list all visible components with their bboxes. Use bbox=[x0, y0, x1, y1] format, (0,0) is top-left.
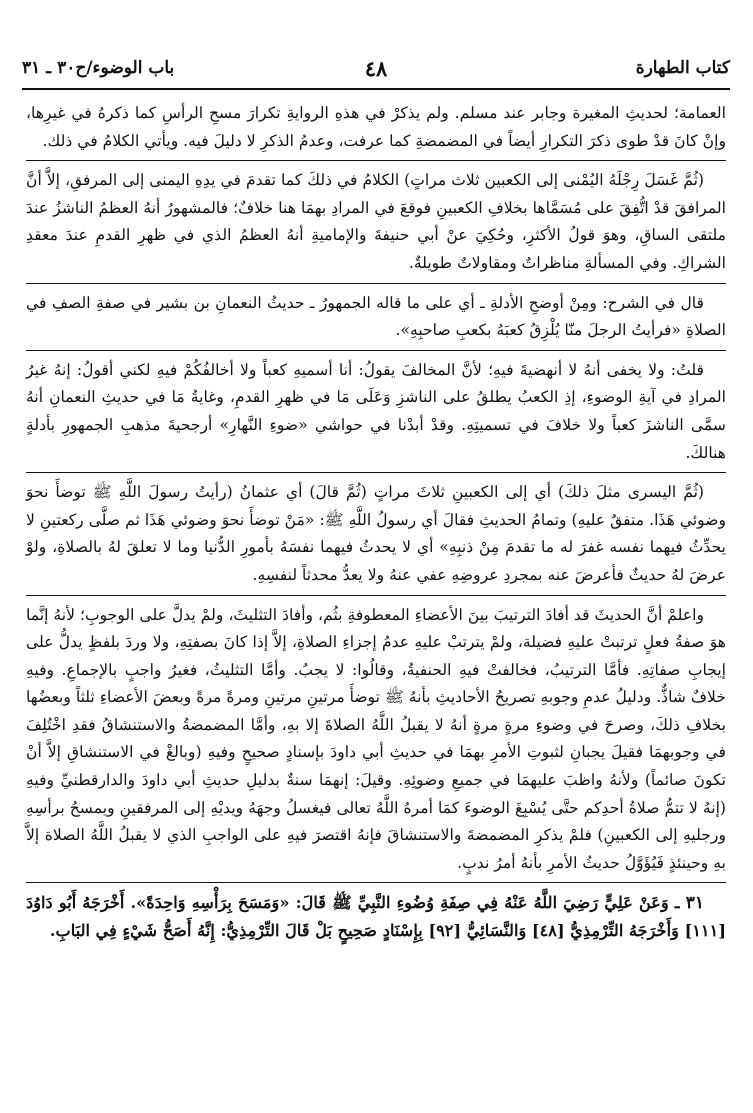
page-header bbox=[22, 56, 730, 86]
section-divider bbox=[26, 595, 726, 596]
header-rule bbox=[22, 88, 730, 90]
section-divider bbox=[26, 350, 726, 351]
hadith-31 bbox=[26, 889, 726, 945]
section-divider bbox=[26, 882, 726, 883]
hadith-number: ٣١ bbox=[685, 893, 704, 914]
paragraph-3: قال في الشرح: ومِنْ أوضحِ الأدلةِ ـ أي على ما قاله الجمهورُ ـ حديثُ النعمانِ بن بشير في صفةِ الصفِ في الصلاةِ «فرأيتُ الرجلَ منّا يُلْزِقُ كعبَهُ بكعبِ صاحبِهِ». bbox=[26, 293, 726, 340]
section-divider bbox=[26, 160, 726, 161]
page-body bbox=[26, 100, 726, 945]
paragraph-1: العمامة؛ لحديثِ المغيرة وجابر عند مسلم. ولم يذكرْ في هذهِ الروايةِ تكرارَ مسحِ الرأسِ كما ذكرهُ في غيرِها، وإنْ كانَ قدْ طوى ذكرَ التكرارِ أيضاً في المضمضةِ كما عرفت، وعدمُ الذكرِ لا دليلَ فيه. ويأتي الكلامُ في ذلك. bbox=[26, 104, 726, 150]
book-title: كتاب الطهارة bbox=[635, 58, 730, 78]
paragraph-2: (ثُمَّ غَسَلَ رِجْلَهُ اليُمْنى إلى الكعبين ثلاث مراتٍ) الكلامُ في ذلكَ كما تقدمَ في يدِهِ اليمنى إلى المرفقِ، إلاَّ أنَّ المرافقَ قدْ اتُّفِقَ على مُسَمَّاها بخلافِ الكعبينِ فوقعَ في المرادِ بهمَا هنا خلافٌ؛ فالمشهورُ أنهُ العظمُ الناشزُ عندَ ملتقى الساقِ، وهوَ قولُ الأكثرِ، وحُكِيَ عنْ أبي حنيفةَ والإماميةِ أنهُ العظمُ الذي في ظهرِ القدمِ عندَ معقدِ الشراكِ. وفي المسألةِ مناظراتٌ ومقاولاتٌ طويلةٌ. bbox=[26, 171, 726, 272]
hadith-text: ـ وَعَنْ عَلِيٍّ رَضِيَ اللَّهُ عَنْهُ فِي صِفَةِ وُضُوءِ النَّبِيِّ ﷺ قَالَ: «وَمَسَحَ بِرَأْسِهِ وَاحِدَةً». أَخْرَجَهُ أَبُو دَاوُدَ [١١١] وَأَخْرَجَهُ التِّرْمِذِيُّ [٤٨] وَالنَّسَائِيُّ [٩٢] بِإِسْنَادٍ صَحِيحٍ بَلْ قَالَ التِّرْمِذِيُّ: إِنَّهُ أَصَحُّ شَيْءٍ فِي البَابِ. bbox=[26, 893, 726, 941]
page-number: ٤٨ bbox=[364, 56, 388, 81]
paragraph-4: قلتُ: ولا يخفى أنهُ لا أنهضيةَ فيهِ؛ لأنَّ المخالفَ يقولُ: أنا أسميهِ كعباً ولا أخالفُكُمْ فيهِ لكني أقولُ: إنهُ غيرُ المرادِ في آيةِ الوضوءِ، إذِ الكعبُ يطلقُ على الناشزِ وَعَلَى مَا في ظهرِ القدمِ، وغايةُ مَا في حديثِ النعمانِ أنهُ سمَّى الناشزَ كعباً ولا خلافَ في تسميتِهِ. وقدْ أبدْنا في حواشي «ضوءِ النَّهارِ» أرجحيةَ مذهبِ الجمهورِ بأدلةٍ هنالكَ. bbox=[26, 360, 726, 462]
section-divider bbox=[26, 283, 726, 284]
chapter-reference: باب الوضوء/ح٣٠ ـ ٣١ bbox=[22, 58, 175, 78]
paragraph-5: (ثُمَّ اليسرى مثلَ ذلكَ) أي إلى الكعبينِ ثلاثَ مراتٍ (ثُمَّ قالَ) أي عثمانُ (رأيتُ رسولَ اللَّهِ ﷺ توضأَ نحوَ وضوئي هَذَا. متفقٌ عليهِ) وتمامُ الحديثِ فقالَ أي رسولُ اللَّهِ ﷺ: «مَنْ توضأَ نحوَ وضوئي هَذَا ثم صلَّى ركعتينِ لا يحدِّثُ فيهما نفسه غفرَ له ما تقدمَ مِنْ ذنبِهِ» أي لا يحدثُ فيهما نفسَهُ بأمورِ الدُّنيا وما لا تعلقَ لهُ بالصلاةِ، ولوْ عرضَ لهُ حديثٌ فأعرضَ عنه بمجردِ عروضِهِ عفي عنهُ ولا يعدُّ محدثاً لنفسِهِ. bbox=[26, 483, 726, 584]
paragraph-6: واعلمْ أنَّ الحديثَ قد أفادَ الترتيبَ بينَ الأعضاءِ المعطوفةِ بثُم، وأفادَ التثليثَ، ولمْ يدلَّ على الوجوبِ؛ لأنهُ إنَّما هوَ صفةُ فعلٍ ترتبتْ عليهِ فضيلة، ولمْ يترتبْ عليهِ عدمُ إجزاءِ الصلاةِ، إلاَّ إذا كانَ بصفتِهِ، ولا وردَ بلفظٍ يدلُّ على إيجابِ صفاتِهِ. فأمَّا الترتيبُ، فخالفتْ فيهِ الحنفيةُ، وقالُوا: لا يجبُ. وأمَّا التثليثُ، فغيرُ واجبٍ بالإجماعِ. وفيهِ خلافٌ شاذٌّ. ودليلُ عدمِ وجوبهِ تصريحُ الأحاديثِ بأنهُ ﷺ توضأَ مرتينِ مرتينِ ومرةً مرةً وبعضَ الأعضاءِ ثلثاً وبعضُها بخلافِ ذلكَ، وصرحَ في وضوءِ مرةٍ مرةٍ أنهُ لا يقبلُ اللَّهُ الصلاةَ إلا بهِ، وأمَّا المضمضةُ والاستنشاقُ فقدِ اخْتُلِفَ في وجوبهمَا فقيلَ يجبانِ لثبوتِ الأمرِ بهمَا في حديثِ أبي داودَ بإسنادٍ صحيحٍ وفيهِ (وبالغْ في الاستنشاقِ إلاَّ أنْ تكونَ صائماً) ولأنهُ واظبَ عليهمَا في جميعِ وضوئِهِ. وقيلَ: إنهمَا سنةٌ بدليلِ حديثِ أبي داودَ والدارقطنيِّ وفيهِ (إنهُ لا تتمُّ صلاةُ أحدِكم حتَّى يُسْبِغَ الوضوءَ كمَا أمرهُ اللَّهُ تعالى فيغسلُ وجهَهُ ويديْهِ إلى المرفقينِ ويمسحُ برأسِهِ ورجليهِ إلى الكعبينِ) فلمْ يذكرِ المضمضةَ والاستنشاقَ فإنهُ اقتصرَ فيهِ على الواجبِ الذي لا يقبلُ اللَّهُ الصلاة إلاَّ بهِ وحينئذٍ فَيُؤَوَّلُ حديثُ الأمرِ بأنهُ أمرُ ندبٍ. bbox=[26, 605, 726, 872]
section-divider bbox=[26, 472, 726, 473]
